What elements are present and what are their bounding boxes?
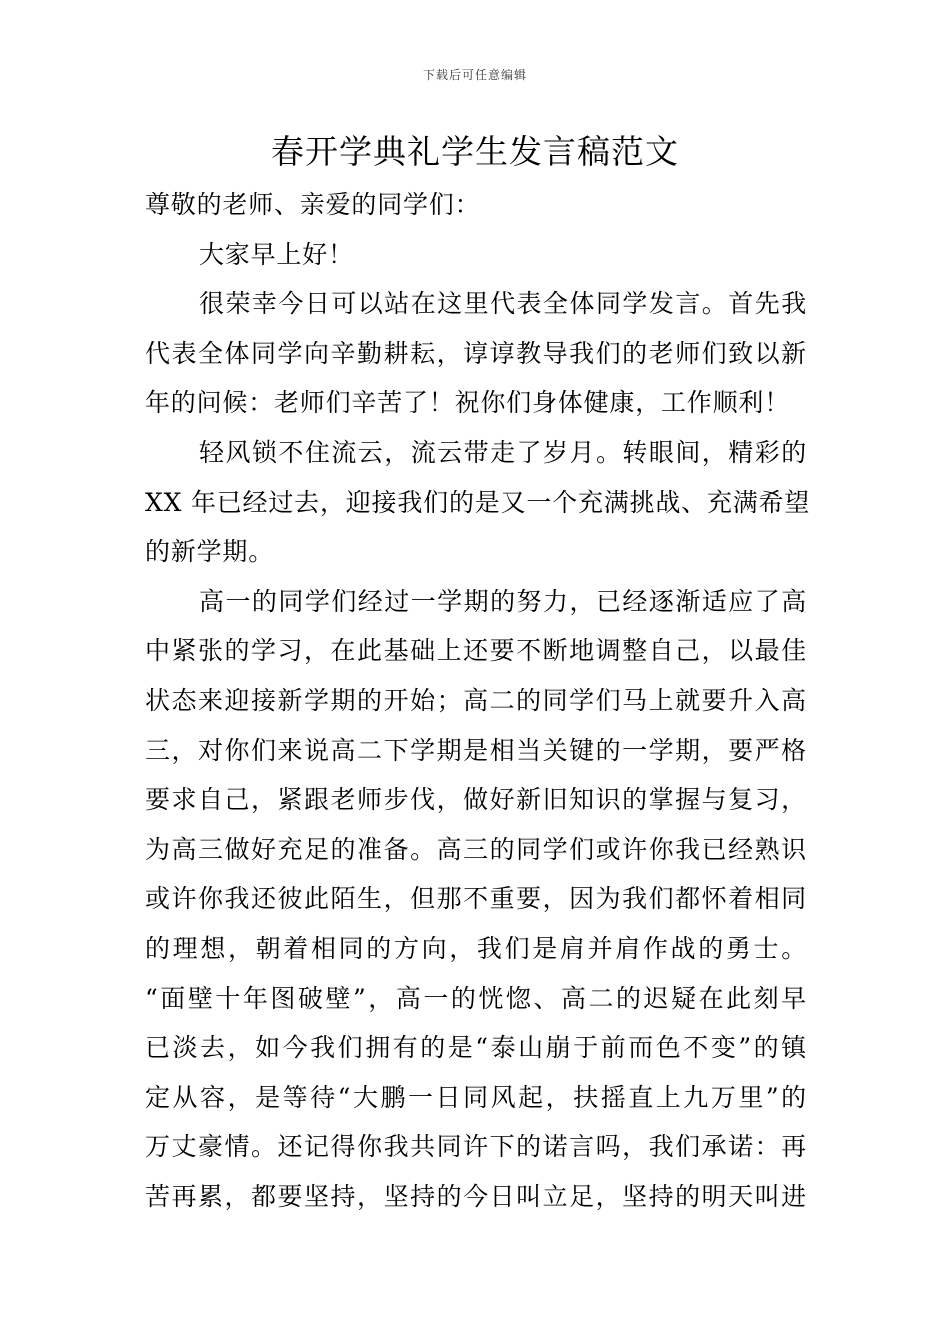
text-line: 的理想，朝着相同的方向，我们是肩并肩作战的勇士。: [145, 933, 807, 963]
text-line: “面壁十年图破壁”，高一的恍惚、高二的迟疑在此刻早: [145, 983, 807, 1013]
paragraph-3: [145, 577, 807, 1222]
text-line: 很荣幸今日可以站在这里代表全体同学发言。首先我: [199, 289, 807, 319]
text-line: 定从容，是等待“大鹏一日同风起，扶摇直上九万里”的: [145, 1082, 807, 1112]
text-line: 或许你我还彼此陌生，但那不重要，因为我们都怀着相同: [145, 884, 807, 914]
text-line: 代表全体同学向辛勤耕耘，谆谆教导我们的老师们致以新: [145, 338, 807, 368]
text-line: XX 年已经过去，迎接我们的是又一个充满挑战、充满希望: [145, 487, 811, 517]
greeting-line: 大家早上好！: [199, 239, 354, 269]
text-line: 的新学期。: [145, 537, 275, 567]
page-title: 春开学典礼学生发言稿范文: [271, 132, 679, 171]
salutation-line: 尊敬的老师、亲爱的同学们：: [145, 190, 481, 219]
text-line: 苦再累，都要坚持，坚持的今日叫立足，坚持的明天叫进: [145, 1181, 807, 1211]
text-line: 要求自己，紧跟老师步伐，做好新旧知识的掌握与复习，: [145, 785, 807, 815]
text-line: 万丈豪情。还记得你我共同许下的诺言吗，我们承诺：再: [145, 1132, 807, 1162]
header-note: 下载后可任意编辑: [422, 68, 527, 82]
text-line: 轻风锁不住流云，流云带走了岁月。转眼间，精彩的: [199, 437, 807, 467]
paragraph-1: [145, 279, 807, 428]
paragraph-2: [145, 428, 811, 577]
text-line: 为高三做好充足的准备。高三的同学们或许你我已经熟识: [145, 834, 807, 864]
text-line: 状态来迎接新学期的开始；高二的同学们马上就要升入高: [145, 685, 807, 715]
text-line: 中紧张的学习，在此基础上还要不断地调整自己，以最佳: [145, 636, 807, 666]
document-body: [145, 180, 811, 1221]
text-line: 高一的同学们经过一学期的努力，已经逐渐适应了高: [199, 586, 807, 616]
text-line: 三，对你们来说高二下学期是相当关键的一学期，要严格: [145, 735, 807, 765]
text-line: 年的问候：老师们辛苦了！祝你们身体健康，工作顺利！: [145, 388, 791, 418]
text-line: 已淡去，如今我们拥有的是“泰山崩于前而色不变”的镇: [145, 1033, 807, 1063]
